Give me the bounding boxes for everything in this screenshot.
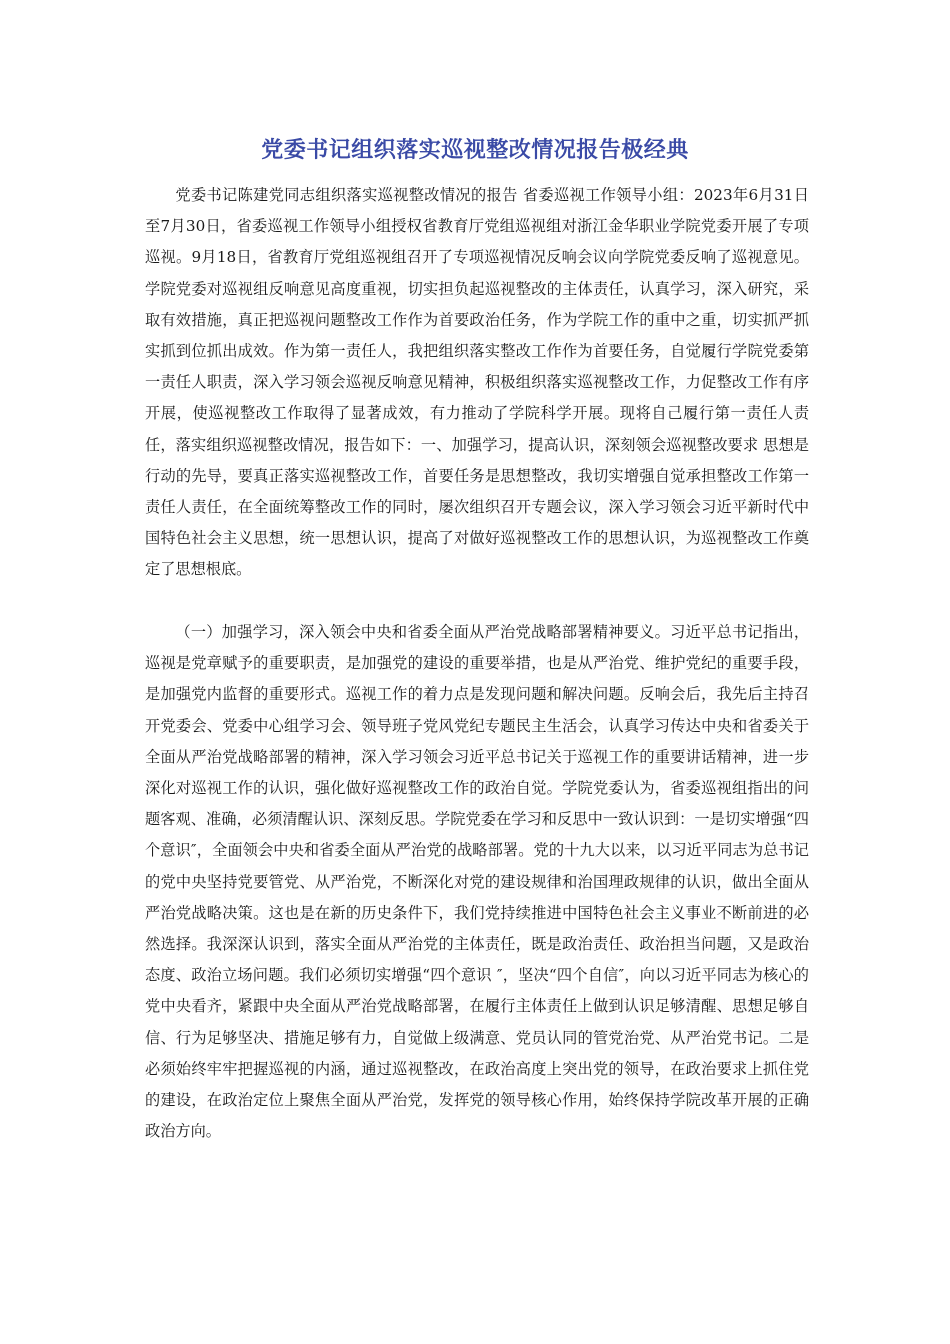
paragraph-1: 党委书记陈建党同志组织落实巡视整改情况的报告 省委巡视工作领导小组：2023年6月31日至7月30日，省委巡视工作领导小组授权省教育厅党组巡视组对浙江金华职业学院党委开展了专项巡视。9月18日，省教育厅党组巡视组召开了专项巡视情况反响会议向学院党委反响了巡视意见。学院党委对巡视组反响意见高度重视，切实担负起巡视整改的主体责任，认真学习，深入研究，采取有效措施，真正把巡视问题整改工作作为首要政治任务，作为学院工作的重中之重，切实抓严抓实抓到位抓出成效。作为第一责任人，我把组织落实整改工作作为首要任务，自觉履行学院党委第一责任人职责，深入学习领会巡视反响意见精神，积极组织落实巡视整改工作，力促整改工作有序开展，使巡视整改工作取得了显著成效，有力推动了学院科学开展。现将自己履行第一责任人责任，落实组织巡视整改情况，报告如下：一、加强学习，提高认识，深刻领会巡视整改要求 思想是行动的先导，要真正落实巡视整改工作，首要任务是思想整改，我切实增强自觉承担整改工作第一责任人责任，在全面统筹整改工作的同时，屡次组织召开专题会议，深入学习领会习近平新时代中国特色社会主义思想，统一思想认识，提高了对做好巡视整改工作的思想认识，为巡视整改工作奠定了思想根底。 — [145, 186, 809, 579]
paragraph-2: （一）加强学习，深入领会中央和省委全面从严治党战略部署精神要义。习近平总书记指出，巡视是党章赋予的重要职责，是加强党的建设的重要举措，也是从严治党、维护党纪的重要手段，是加强党内监督的重要形式。巡视工作的着力点是发现问题和解决问题。反响会后，我先后主持召开党委会、党委中心组学习会、领导班子党风党纪专题民主生活会，认真学习传达中央和省委关于全面从严治党战略部署的精神，深入学习领会习近平总书记关于巡视工作的重要讲话精神，进一步深化对巡视工作的认识，强化做好巡视整改工作的政治自觉。学院党委认为，省委巡视组指出的问题客观、准确，必须清醒认识、深刻反思。学院党委在学习和反思中一致认识到：一是切实增强“四个意识″，全面领会中央和省委全面从严治党的战略部署。党的十九大以来，以习近平同志为总书记的党中央坚持党要管党、从严治党，不断深化对党的建设规律和治国理政规律的认识，做出全面从严治党战略决策。这也是在新的历史条件下，我们党持续推进中国特色社会主义事业不断前进的必然选择。我深深认识到，落实全面从严治党的主体责任，既是政治责任、政治担当问题，又是政治态度、政治立场问题。我们必须切实增强“四个意识 ″，坚决“四个自信″，向以习近平同志为核心的党中央看齐，紧跟中央全面从严治党战略部署，在履行主体责任上做到认识足够清醒、思想足够自信、行为足够坚决、措施足够有力，自觉做上级满意、党员认同的管党治党、从严治党书记。二是必须始终牢牢把握巡视的内涵，通过巡视整改，在政治高度上突出党的领导，在政治要求上抓住党的建设，在政治定位上聚焦全面从严治党，发挥党的领导核心作用，始终保持学院改革开展的正确政治方向。 — [145, 623, 809, 1141]
document-title: 党委书记组织落实巡视整改情况报告极经典 — [261, 138, 689, 163]
